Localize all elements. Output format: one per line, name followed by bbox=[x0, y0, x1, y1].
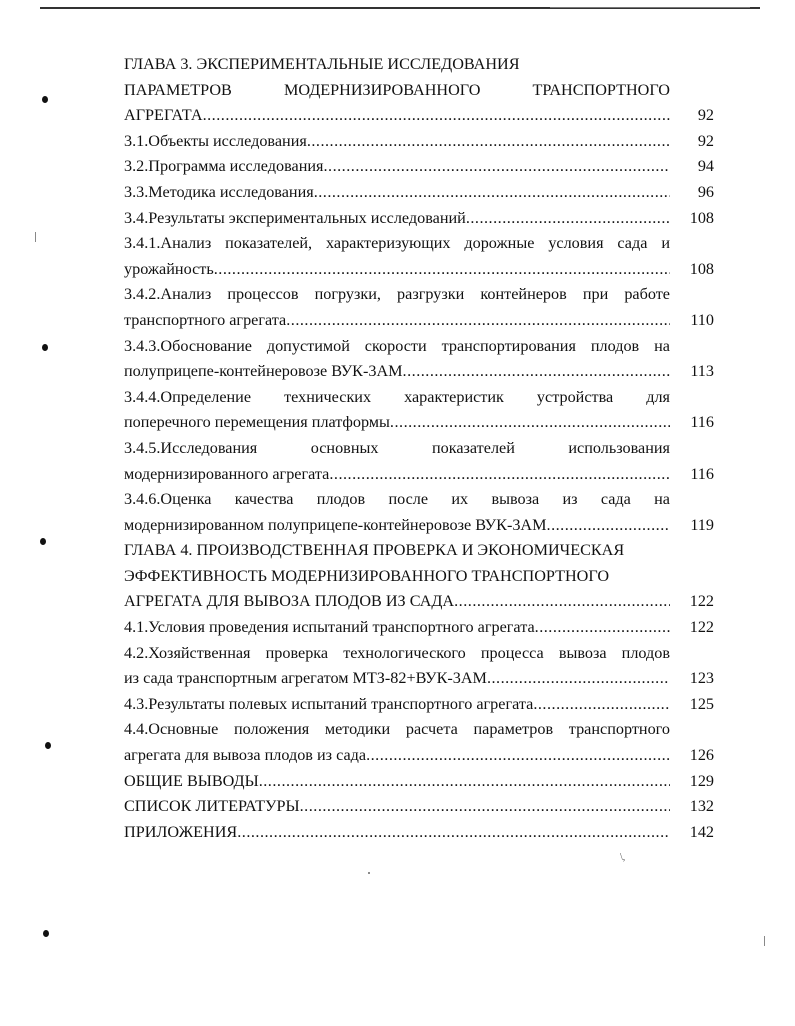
toc-text: ПАРАМЕТРОВ МОДЕРНИЗИРОВАННОГО ТРАНСПОРТНОГО bbox=[124, 80, 670, 99]
toc-line bbox=[124, 692, 714, 718]
toc-line bbox=[124, 103, 714, 129]
toc-line bbox=[124, 820, 714, 846]
toc-text: 3.2.Программа исследования bbox=[124, 157, 324, 176]
toc-text: 4.2.Хозяйственная проверка технологического процесса вывоза плодов bbox=[124, 643, 670, 662]
toc-text: 4.4.Основные положения методики расчета параметров транспортного bbox=[124, 720, 670, 739]
page-number: 126 bbox=[689, 746, 714, 765]
toc-line bbox=[124, 513, 714, 539]
page-number: 122 bbox=[689, 592, 714, 611]
scan-speck bbox=[35, 232, 36, 242]
page-number: 108 bbox=[689, 259, 714, 278]
toc-line bbox=[124, 462, 714, 488]
page-number: 132 bbox=[689, 797, 714, 816]
toc-text: АГРЕГАТА bbox=[124, 106, 203, 125]
toc-text: АГРЕГАТА ДЛЯ ВЫВОЗА ПЛОДОВ ИЗ САДА bbox=[124, 592, 455, 611]
page-number: 113 bbox=[690, 362, 714, 381]
page-number: 123 bbox=[689, 669, 714, 688]
page-number: 119 bbox=[690, 515, 714, 534]
toc-text: ОБЩИЕ ВЫВОДЫ bbox=[124, 771, 259, 790]
table-of-contents bbox=[124, 52, 714, 845]
page-number: 92 bbox=[697, 106, 714, 125]
toc-text: 3.4.2.Анализ процессов погрузки, разгрузки контейнеров при работе bbox=[124, 285, 670, 304]
toc-line bbox=[124, 52, 714, 78]
stray-mark: \, bbox=[620, 852, 626, 863]
toc-line bbox=[124, 78, 714, 104]
page-number: 122 bbox=[689, 618, 714, 637]
page-number: 96 bbox=[697, 182, 714, 201]
toc-line bbox=[124, 666, 714, 692]
page-number: 125 bbox=[689, 694, 714, 713]
toc-line bbox=[124, 717, 714, 743]
toc-line bbox=[124, 794, 714, 820]
toc-text: 3.4.4.Определение технических характеристик устройства для bbox=[124, 387, 670, 406]
toc-text: ЭФФЕКТИВНОСТЬ МОДЕРНИЗИРОВАННОГО ТРАНСПОРТНОГО bbox=[124, 566, 610, 585]
toc-text: 3.4.5.Исследования основных показателей использования bbox=[124, 438, 670, 457]
toc-line bbox=[124, 564, 714, 590]
toc-line bbox=[124, 410, 714, 436]
toc-line bbox=[124, 641, 714, 667]
toc-line bbox=[124, 589, 714, 615]
toc-line bbox=[124, 206, 714, 232]
page-number: 116 bbox=[690, 413, 714, 432]
toc-text: модернизированного агрегата bbox=[124, 464, 330, 483]
toc-text: модернизированном полуприцепе-контейнеровозе ВУК-3АМ bbox=[124, 515, 547, 534]
toc-line bbox=[124, 154, 714, 180]
scan-speck bbox=[764, 936, 765, 946]
toc-text: 3.4.3.Обоснование допустимой скорости транспортирования плодов на bbox=[124, 336, 670, 355]
toc-text: урожайность bbox=[124, 259, 214, 278]
toc-line bbox=[124, 180, 714, 206]
toc-text: 4.1.Условия проведения испытаний транспортного агрегата bbox=[124, 618, 535, 637]
page-number: 129 bbox=[689, 771, 714, 790]
toc-text: 3.4.Результаты экспериментальных исследований bbox=[124, 208, 466, 227]
toc-line bbox=[124, 436, 714, 462]
toc-text: полуприцепе-контейнеровозе ВУК-3АМ bbox=[124, 362, 403, 381]
scan-speck bbox=[368, 872, 370, 874]
page-number: 92 bbox=[697, 131, 714, 150]
toc-line bbox=[124, 487, 714, 513]
binder-mark bbox=[42, 344, 48, 351]
page-number: 110 bbox=[690, 310, 714, 329]
toc-line bbox=[124, 385, 714, 411]
page-number: 94 bbox=[697, 157, 714, 176]
toc-text: агрегата для вывоза плодов из сада bbox=[124, 746, 367, 765]
toc-line bbox=[124, 334, 714, 360]
toc-text: 3.1.Объекты исследования bbox=[124, 131, 307, 150]
page-number: 108 bbox=[689, 208, 714, 227]
toc-text: ГЛАВА 4. ПРОИЗВОДСТВЕННАЯ ПРОВЕРКА И ЭКОНОМИЧЕСКАЯ bbox=[124, 541, 625, 560]
toc-line bbox=[124, 257, 714, 283]
toc-line bbox=[124, 308, 714, 334]
toc-line bbox=[124, 538, 714, 564]
binder-mark bbox=[40, 538, 46, 545]
toc-line bbox=[124, 231, 714, 257]
toc-text: 3.3.Методика исследования bbox=[124, 182, 314, 201]
toc-line bbox=[124, 743, 714, 769]
toc-text: ПРИЛОЖЕНИЯ bbox=[124, 822, 238, 841]
toc-text: 3.4.1.Анализ показателей, характеризующих дорожные условия сада и bbox=[124, 234, 670, 253]
toc-line bbox=[124, 769, 714, 795]
page-number: 116 bbox=[690, 464, 714, 483]
toc-line bbox=[124, 615, 714, 641]
binder-mark bbox=[45, 742, 51, 749]
toc-text: поперечного перемещения платформы bbox=[124, 413, 390, 432]
toc-text: 4.3.Результаты полевых испытаний транспортного агрегата bbox=[124, 694, 534, 713]
binder-mark bbox=[43, 930, 49, 937]
page-number: 142 bbox=[689, 822, 714, 841]
toc-line bbox=[124, 359, 714, 385]
binder-mark bbox=[42, 96, 48, 103]
toc-text: 3.4.6.Оценка качества плодов после их вывоза из сада на bbox=[124, 490, 670, 509]
toc-text: ГЛАВА 3. ЭКСПЕРИМЕНТАЛЬНЫЕ ИССЛЕДОВАНИЯ bbox=[124, 55, 520, 73]
toc-line bbox=[124, 282, 714, 308]
toc-text: транспортного агрегата bbox=[124, 310, 287, 329]
toc-text: из сада транспортным агрегатом МТЗ-82+ВУК-3АМ bbox=[124, 669, 487, 688]
scan-top-border-tail bbox=[550, 7, 750, 8]
toc-line bbox=[124, 129, 714, 155]
toc-text: СПИСОК ЛИТЕРАТУРЫ bbox=[124, 797, 300, 816]
